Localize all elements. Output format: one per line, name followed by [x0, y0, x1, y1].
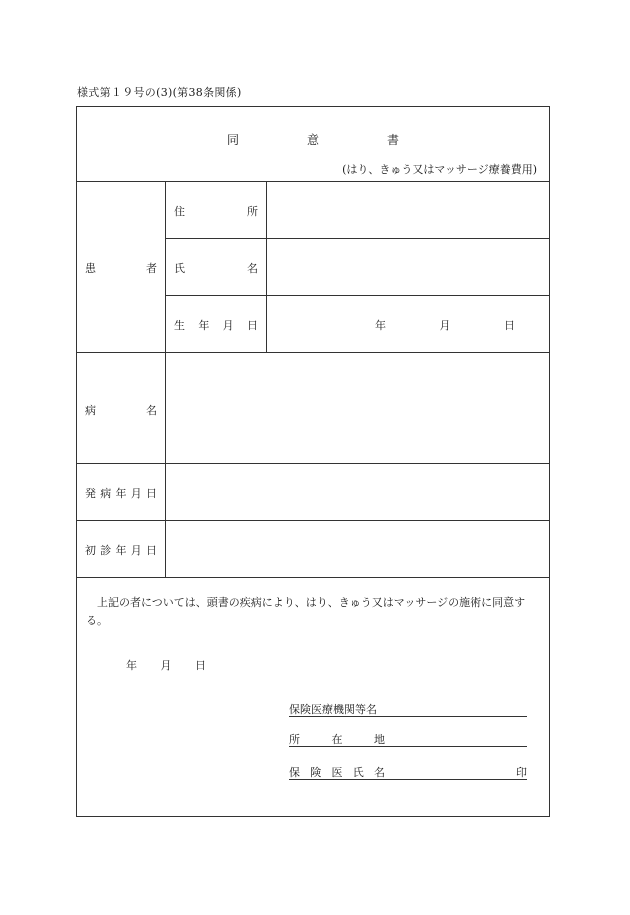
onset-date-field[interactable] — [166, 464, 549, 520]
address-field[interactable] — [267, 182, 549, 238]
label-char: 氏 — [352, 766, 364, 779]
label-char: 月 — [130, 544, 142, 557]
label-char: 診 — [100, 544, 112, 557]
date-char: 月 — [160, 659, 172, 672]
label-char: 名 — [374, 766, 385, 779]
dob-row — [166, 296, 549, 353]
label-char: 医 — [331, 766, 343, 779]
onset-section — [77, 464, 549, 521]
name-row — [166, 239, 549, 296]
label-char: 保 — [289, 766, 300, 779]
onset-label — [77, 464, 166, 520]
location-line[interactable] — [289, 729, 527, 747]
label-char: 月 — [222, 319, 234, 332]
label-char: 氏 — [174, 262, 185, 275]
title-section — [77, 107, 549, 182]
label-char: 名 — [247, 262, 258, 275]
label-char: 日 — [146, 487, 157, 500]
label-char: 月 — [130, 487, 142, 500]
doctor-label — [289, 764, 385, 780]
disease-label — [77, 353, 166, 463]
location-label — [289, 731, 385, 747]
address-row — [166, 182, 549, 239]
consent-statement: 上記の者については、頭書の疾病により、はり、きゅう又はマッサージの施術に同意する。 — [86, 596, 526, 627]
date-char: 月 — [439, 319, 451, 332]
label-char: 所 — [247, 205, 258, 218]
date-char: 年 — [126, 659, 137, 672]
consent-date[interactable] — [126, 657, 206, 673]
label-char: 険 — [310, 766, 322, 779]
label-char: 日 — [246, 319, 258, 332]
form-number: 様式第１９号の(3)(第38条関係) — [77, 86, 242, 99]
disease-section — [77, 353, 549, 464]
name-label — [166, 239, 267, 295]
label-char: 所 — [289, 733, 300, 746]
label-char: 年 — [198, 319, 210, 332]
label-char: 日 — [146, 544, 157, 557]
date-char: 日 — [195, 659, 206, 672]
consent-section — [77, 578, 549, 818]
first-visit-label — [77, 521, 166, 577]
label-char: 地 — [374, 733, 385, 746]
label-char: 生 — [174, 319, 185, 332]
form-subtitle: (はり、きゅう又はマッサージ療養費用) — [342, 163, 537, 176]
seal-mark: 印 — [516, 766, 527, 779]
name-field[interactable] — [267, 239, 549, 295]
label-char: 名 — [146, 404, 157, 417]
label-char: 在 — [331, 733, 343, 746]
dob-label — [166, 296, 267, 353]
label-char: 初 — [85, 544, 96, 557]
date-char: 年 — [375, 319, 386, 332]
disease-field[interactable] — [166, 353, 549, 463]
label-char: 患 — [85, 262, 96, 275]
title-char: 意 — [306, 133, 319, 147]
patient-section — [77, 182, 549, 353]
label-char: 病 — [100, 487, 112, 500]
label-char: 者 — [146, 262, 157, 275]
title-char: 書 — [387, 133, 400, 147]
institution-name-line[interactable] — [289, 699, 527, 717]
dob-field[interactable] — [267, 296, 549, 353]
first-visit-section — [77, 521, 549, 578]
label-char: 病 — [85, 404, 96, 417]
patient-label — [77, 182, 166, 352]
address-label — [166, 182, 267, 238]
label-char: 年 — [115, 544, 127, 557]
form-title — [77, 131, 549, 148]
title-char: 同 — [226, 133, 239, 147]
label-char: 年 — [115, 487, 127, 500]
consent-form — [76, 106, 550, 817]
date-char: 日 — [504, 319, 515, 332]
first-visit-date-field[interactable] — [166, 521, 549, 577]
label-char: 発 — [85, 487, 96, 500]
institution-label: 保険医療機関等名 — [289, 703, 377, 716]
doctor-name-line[interactable] — [289, 762, 527, 780]
label-char: 住 — [174, 205, 185, 218]
